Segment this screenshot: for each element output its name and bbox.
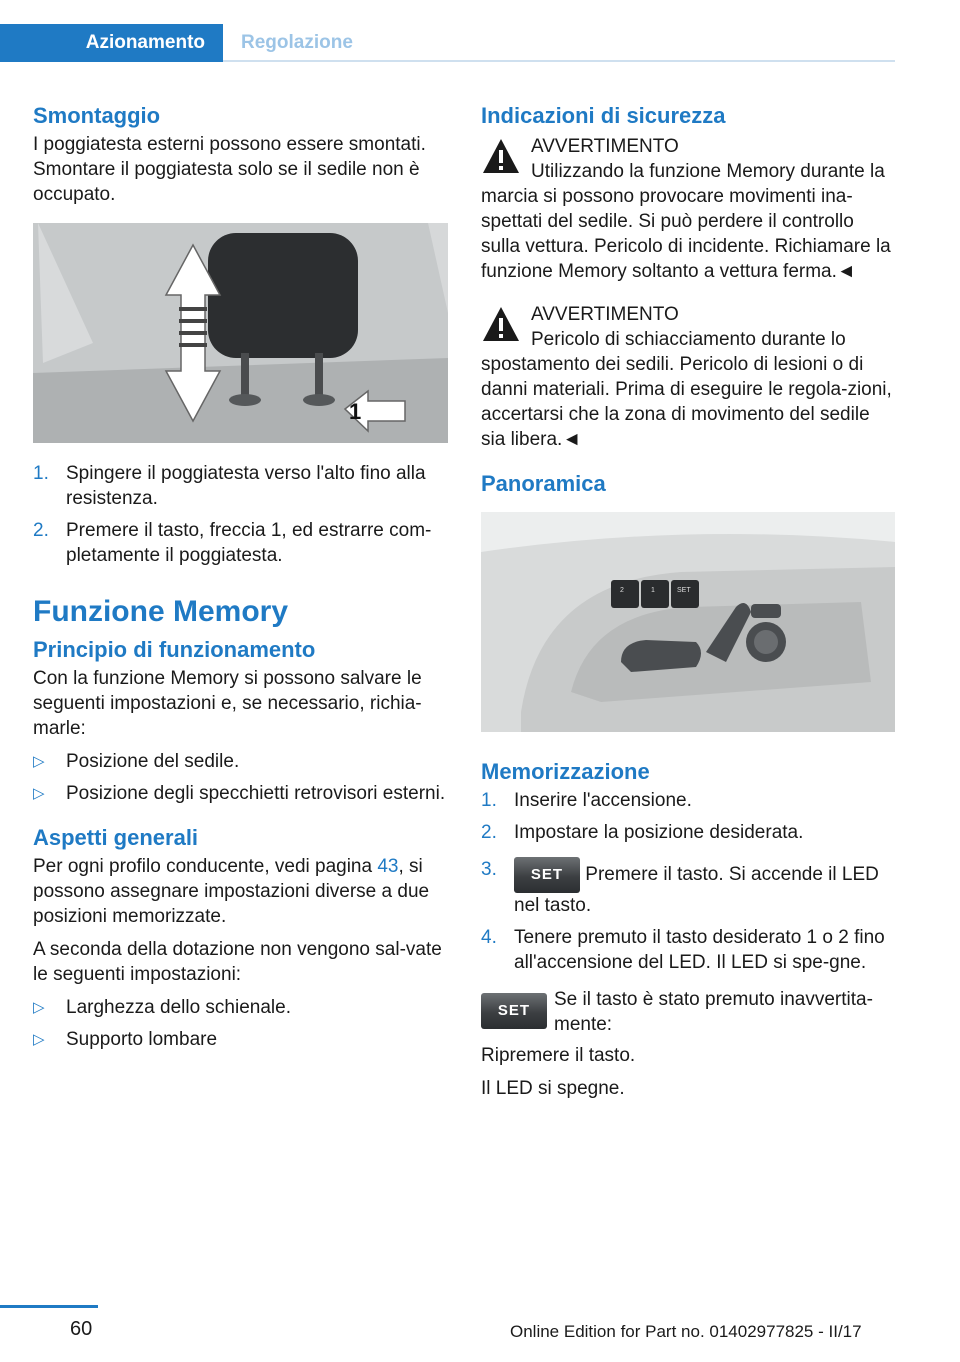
warning-triangle-icon	[481, 136, 521, 176]
smontaggio-steps	[33, 461, 448, 568]
memorizzazione-heading: Memorizzazione	[481, 759, 650, 784]
tab-divider	[223, 60, 895, 62]
list-item: ▷ Posizione del sedile.	[33, 751, 240, 772]
list-item: 1. Spingere il poggiatesta verso l'alto fino alla resistenza.	[33, 463, 426, 509]
sicurezza-heading: Indicazioni di sicurezza	[481, 103, 726, 128]
set-button-icon: SET	[514, 857, 580, 893]
tab-regolazione[interactable]: Regolazione	[241, 32, 353, 53]
right-column	[481, 102, 895, 1109]
principio-heading: Principio di funzionamento	[33, 637, 316, 662]
panel-button-2: 2	[620, 587, 624, 594]
principio-text: Con la funzione Memory si possono salvare le seguenti impostazioni e, se necessario, richia‐marle:	[33, 668, 422, 739]
aspetti-text2: A seconda della dotazione non vengono sal‐vate le seguenti impostazioni:	[33, 939, 442, 985]
list-item: 3. SET Premere il tasto. Si accende il LED nel tasto.	[481, 859, 879, 916]
tab-azionamento[interactable]: Azionamento	[0, 24, 223, 62]
warning-text: Pericolo di schiacciamento durante lo spostamento dei sedili. Pericolo di lesioni o di danni materiali. Prima di eseguire le regola‐zioni, accertarsi che la zona di movimento del sedile sia libera.◄	[481, 329, 892, 450]
triangle-bullet-icon: ▷	[33, 1031, 45, 1048]
footer-rule	[0, 1305, 98, 1308]
list-item: 4. Tenere premuto il tasto desiderato 1 o 2 fino all'accensione del LED. Il LED si spe‐gne.	[481, 927, 885, 973]
warning-block-1	[481, 132, 895, 284]
warning-block-2	[481, 300, 895, 452]
edition-text: Online Edition for Part no. 01402977825 - II/17	[510, 1322, 862, 1341]
headrest-photo	[33, 223, 448, 443]
smontaggio-heading: Smontaggio	[33, 103, 161, 128]
triangle-bullet-icon: ▷	[33, 999, 45, 1016]
warning-title: AVVERTIMENTO	[531, 304, 679, 325]
seat-control-panel-photo	[481, 512, 895, 732]
triangle-bullet-icon: ▷	[33, 785, 45, 802]
warning-text: Utilizzando la funzione Memory durante la marcia si possono provocare movimenti ina‐spettati del sedile. Si può perdere il controllo sulla vettura. Pericolo di incidente. Richiamare la funzione Memory soltanto a vettura ferma.◄	[481, 161, 891, 282]
list-item: 1. Inserire l'accensione.	[481, 790, 692, 811]
warning-title: AVVERTIMENTO	[531, 136, 679, 157]
header-tabs	[0, 24, 895, 62]
set-note-text: Se il tasto è stato premuto inavvertita‐mente:	[554, 989, 873, 1035]
triangle-bullet-icon: ▷	[33, 753, 45, 770]
image-callout-1: 1	[349, 399, 362, 424]
list-item: ▷ Larghezza dello schienale.	[33, 997, 291, 1018]
aspetti-list	[33, 995, 448, 1052]
list-item: 2. Impostare la posizione desiderata.	[481, 822, 804, 843]
aspetti-text: Per ogni profilo conducente, vedi pagina 43, si possono assegnare impostazioni diverse a due posizioni memorizzate.	[33, 856, 430, 927]
page-link[interactable]: 43	[377, 856, 399, 877]
list-item: ▷ Supporto lombare	[33, 1029, 218, 1050]
ripremere-text: Ripremere il tasto.	[481, 1045, 636, 1066]
warning-triangle-icon	[481, 304, 521, 344]
panel-button-set: SET	[677, 587, 691, 594]
set-button-icon: SET	[481, 993, 547, 1029]
list-item: ▷ Posizione degli specchietti retrovisori esterni.	[33, 783, 446, 804]
smontaggio-text: I poggiatesta esterni possono essere smontati. Smontare il poggiatesta solo se il sedile non è occupato.	[33, 134, 426, 205]
aspetti-heading: Aspetti generali	[33, 825, 199, 850]
set-note-block	[481, 987, 895, 1043]
led-off-text: Il LED si spegne.	[481, 1078, 625, 1099]
left-column	[33, 102, 448, 1060]
principio-list	[33, 749, 448, 806]
memorizzazione-steps	[481, 788, 895, 975]
memory-heading: Funzione Memory	[33, 595, 289, 628]
page-number: 60	[70, 1318, 93, 1340]
panoramica-heading: Panoramica	[481, 471, 606, 496]
list-item: 2. Premere il tasto, freccia 1, ed estrarre com‐pletamente il poggiatesta.	[33, 520, 432, 566]
panel-button-1: 1	[651, 587, 655, 594]
